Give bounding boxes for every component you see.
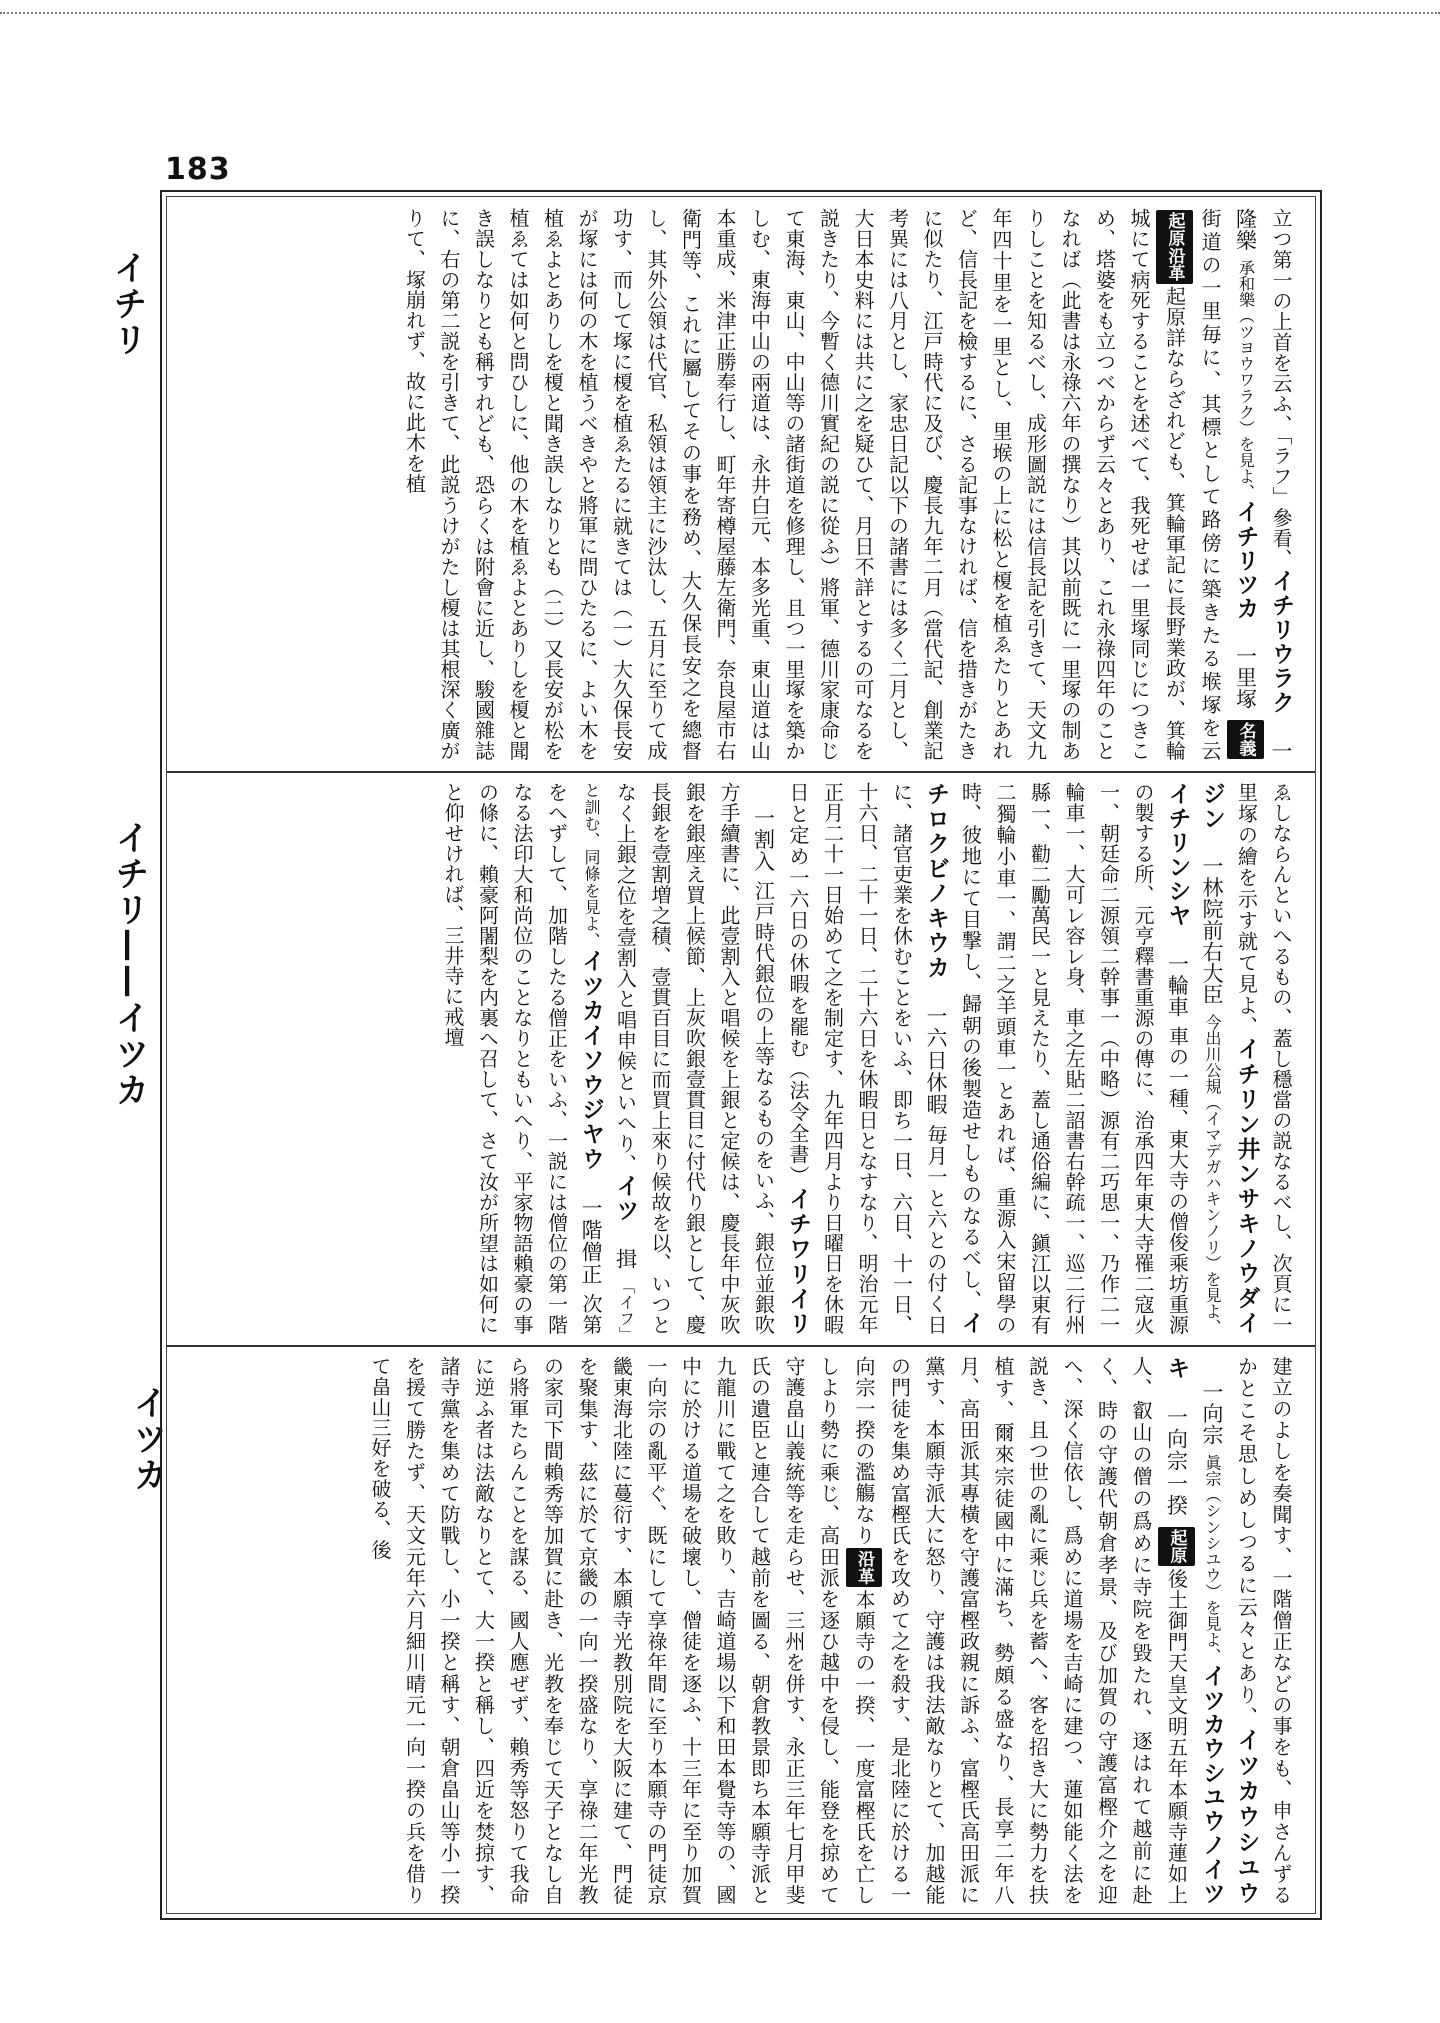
page-number: 183: [165, 152, 231, 187]
entry-headword: イツ: [612, 1174, 639, 1223]
entry-headword: イチリンシヤ: [1164, 782, 1191, 928]
entry-kanji: 一六日休暇: [924, 1005, 948, 1116]
entry-kanji: 一輪車: [1165, 952, 1190, 1018]
entry-text: 次第をへずして、加階したる僧正をいふ、一説には僧位の第一階なる法印大和尚位のことなりともいへり、平家物語賴豪の事の條に、賴豪阿闍梨を内裏へ召して、さて汝が所望は如何にと仰せければ、三井寺に戒壇: [441, 782, 603, 1335]
section-middle: [170, 774, 1312, 1343]
entry-headword: イツカウシユウ: [1233, 1728, 1260, 1905]
entry-headword: イチリン井ンサキノウダイジン: [1199, 782, 1260, 1335]
entry-reference: 眞宗（シンシユウ）を見よ、: [1203, 1454, 1222, 1664]
section-divider: [166, 771, 1316, 773]
entry-tag: 起原沿革: [1156, 210, 1193, 284]
continued-text-body: ゑしならんといへるもの、蓋し穩當の説なるべし、次頁に一里塚の繪を示す就て見よ、: [1234, 782, 1293, 1335]
entry-headword: イチワリイリ: [785, 1186, 811, 1336]
text-column: [363, 1356, 1299, 1905]
entry-text: 起原詳ならざれども、箕輪軍記に長野業政が、箕輪城にて病死することを述べて、我死せば一里塚同じにつきこめ、塔婆をも立つべからず云々とあり、これ永祿四年のことなれば（此書は永祿六年の撰なり）其以前既に一里塚の制ありしことを知るべし、成形圖説には信長記を引きて、天文九年四十里を一里とし、里堠の上に松と榎を植ゑたりとあれど、信長記を檢するに、さる記事なければ、信を措きがたきに似たり、江戸時代に及び、慶長九年二月（當代記、創業記考異には八月とし、家忠日記以下の諸書には多く二月とし、大日本史料には共に之を疑ひて、月日不詳とするの可なるを説きたり、今暫く德川實紀の説に從ふ）將軍、德川家康命じて東海、東山、中山等の諸街道を修理し、且つ一里塚を築かしむ、東海中山の兩道は、永井白元、本多光重、東山道は山本重成、米津正勝奉行し、町年寄樽屋藤左衛門、奈良屋市右衛門等、これに屬してその事を務め、大久保長安之を總督し、其外公領は代官、私領は領主に沙汰し、五月に至りて成功す、而して塚に榎を植ゑたるに就きては（一）大久保長安が塚には何の木を植うべきやと將軍に問ひたるに、よい木を植ゑよとありしを榎と聞き誤しなりとも（二）又長安が松を植ゑては如何と問ひしに、他の木を植ゑよとありしを榎と聞き誤しなりとも稱すれども、恐らくは附會に近し、駿國雜誌に、右の第二説を引きて、此説うけがたし榎は其根深く廣がりて、塚崩れず、故に此木を植: [402, 208, 1187, 761]
entry-text: 江戸時代銀位の上等なるものをいふ、銀位並銀吹方手續書に、此壹割入と唱候を上銀と定候は、慶長年中灰吹銀を銀座え買上候節、上灰吹銀壹貫目に付代り銀として、慶長銀を壹割増之積、壹貫百目に而買上來り候故を以、いつとなく上銀之位を壹割入と唱申候といへり、: [613, 782, 776, 1335]
dictionary-entry: [403, 208, 1258, 761]
entry-kanji: 揖: [613, 1248, 638, 1270]
continued-text: [1269, 208, 1293, 569]
dictionary-entry: [614, 782, 811, 1335]
entry-kanji: 一林院前右大臣: [1200, 855, 1224, 1006]
dictionary-entry: [368, 1356, 1224, 1905]
entry-tag: 名義: [1227, 720, 1264, 759]
entry-tag: 起原: [1158, 1527, 1195, 1566]
section-divider: [166, 1345, 1316, 1347]
text-column: [436, 782, 1299, 1335]
entry-headword: イチロクビノキウカ: [923, 782, 984, 1335]
entry-reference: 今出川公規（イマデガハキンノリ）を見よ、: [1203, 1013, 1222, 1335]
entry-headword: イツカウシユウノイツキ: [1163, 1356, 1225, 1906]
entry-text: 後土御門天皇文明五年本願寺蓮如上人、叡山の僧の爲めに寺院を毀たれ、逐はれて越前に赴く、時の守護代朝倉孝景、及び加賀の守護富樫介之を迎へ、深く信依し、爲めに道場を吉崎に建つ、蓮如能く法を説き、且つ世の亂に乘じ兵を蓄へ、客を招き大に勢力を扶植す、爾來宗徒國中に滿ち、勢頗る盛なり、長享二年八月、高田派其專橫を守護富樫政親に訴ふ、富樫氏高田派に黨す、本願寺派大に怒り、守護は我法敵なりとて、加越能の門徒を集め富樫氏を攻めて之を殺す、是北陸に於ける一向宗一揆の濫觴なり: [852, 1356, 1189, 1906]
dictionary-entry: [959, 782, 1190, 1335]
entry-kanji: 一里塚: [1233, 645, 1258, 710]
entry-reference: 承和樂（ツヨウワラク）を見よ、: [1236, 259, 1256, 501]
section-top: [170, 200, 1312, 769]
entry-headword: イツカイソウジヤウ: [578, 949, 604, 1172]
entry-kanji: 一階僧正: [579, 1196, 603, 1286]
continued-text-body: 立つ第一の上首を云ふ、「ラフ」參看、: [1269, 208, 1293, 570]
entry-tag: 沿革: [846, 1548, 883, 1587]
entry-headword: イチリウラク: [1268, 569, 1294, 715]
top-dotted-rule: [0, 12, 1440, 14]
entry-kanji: 一向宗一揆: [1164, 1405, 1189, 1517]
text-column: [397, 208, 1298, 761]
entry-kanji: 一割入: [751, 807, 776, 873]
entry-headword: イチリツカ: [1232, 500, 1259, 621]
entry-text: 毎月一と六との付く日に、諸官吏業を休むことをいふ、即ち一日、六日、十一日、十六日、二十一日、二十六日を休暇日となすなり、明治元年正月二十一日始めて之を制定す、九年四月より日曜日を休暇日と定め一六日の休暇を罷む（法令全書）: [786, 782, 948, 1336]
entry-text: 街道の一里毎に、其標として路傍に築きたる堠塚を云: [1198, 208, 1222, 761]
dictionary-entry: [786, 782, 983, 1335]
entry-reference: 「イフ」と訓む、同條を見よ、: [582, 782, 636, 1335]
entry-text: 車の一種、東大寺の僧俊乘坊重源の製する所、元亨釋書重源の傳に、治承四年東大寺罹二寇火一、朝廷命二源領二幹事一（中略）源有二巧思一、乃作二一輪車一、大可レ容レ身、車之左貼二詔書右幹疏一、巡二行州縣一、勸二勵萬民一と見えたり、蓋し通俗編に、鎭江以東有二獨輪小車一、謂二之羊頭車一とあれば、重源入宋留學の時、彼地にて目撃し、歸朝の後製造せしものなるべし、: [958, 782, 1190, 1336]
thumb-index-ichiri-itsuka: イチリ——イツカ: [109, 820, 149, 1108]
thumb-index-itsuka: イツカ: [127, 1385, 167, 1493]
entry-text: 本願寺の一揆、一度富樫氏を亡ししより勢に乘じ、高田派を逐ひ越中を侵し、能登を掠めて守護畠山義統等を走らせ、三州を併す、永正三年七月甲斐氏の遺臣と連合して越前を圖る、朝倉教景即ち本願寺派と九龍川に戰て之を敗り、吉崎道場以下和田本覺寺等の、國中に於ける道場を破壞し、僧徒を逐ふ、十三年に至り加賀一向宗の亂平ぐ、既にして享祿年間に至り本願寺の門徒京畿東海北陸に蔓衍す、本願寺光教別院を大阪に建て、門徒を聚集す、茲に於て京畿の一向一揆盛なり、享祿二年光教の家司下間賴秀等加賀に赴き、光教を奉じて天子となし自ら將軍たらんことを謀る、國人應ぜず、賴秀等怒りて我命に逆ふ者は法敵なりとて、大一揆と稱し、四近を焚掠す、諸寺黨を集めて防戰し、小一揆と稱す、朝倉畠山等小一揆を援て勝たず、天文元年六月細川晴元一向一揆の兵を借りて畠山三好を破る、後: [368, 1356, 876, 1906]
entry-kanji: 一向宗: [1200, 1381, 1224, 1446]
thumb-index-ichiri: イチリ: [107, 250, 147, 358]
page-frame: [160, 190, 1322, 1920]
section-bottom: [170, 1348, 1312, 1913]
entry-kanji: 一隆樂: [1233, 208, 1293, 762]
continued-text-body: 建立のよしを奏聞す、一階僧正などの事をも、申さんずるかとこそ思しめしつるに云々とあり、: [1234, 1356, 1293, 1905]
